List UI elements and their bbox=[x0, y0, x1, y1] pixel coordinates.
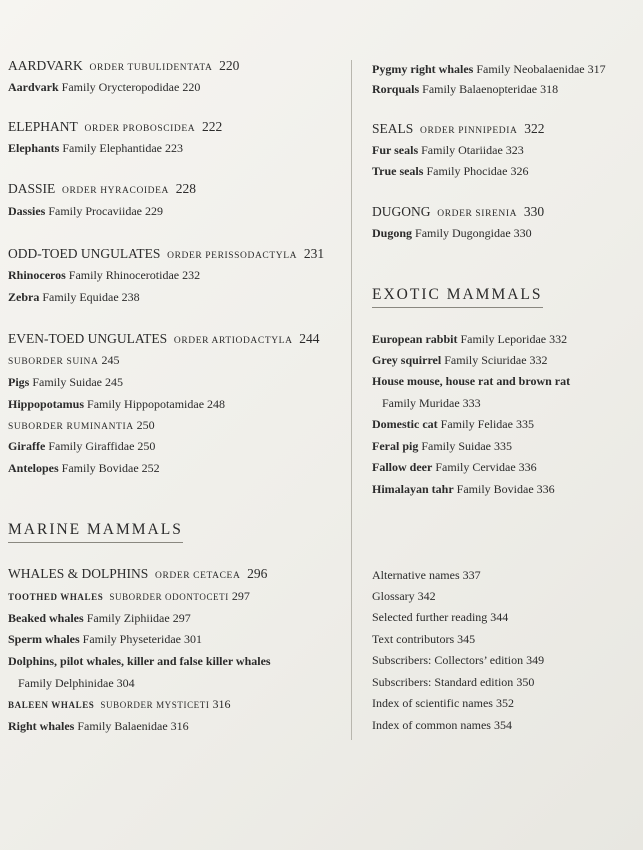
order-label: ORDER SIRENIA bbox=[437, 209, 518, 219]
toc-entry-dassies[interactable] bbox=[8, 204, 163, 218]
entry-name: Fur seals bbox=[372, 143, 419, 157]
page-number: 352 bbox=[495, 696, 514, 710]
entry-name: Beaked whales bbox=[8, 611, 84, 625]
toc-suborder-baleen[interactable] bbox=[8, 697, 230, 712]
family-label: Family Hippopotamidae bbox=[87, 397, 205, 411]
page-number: 349 bbox=[526, 653, 545, 667]
toc-entry-fallow-deer[interactable] bbox=[372, 460, 537, 474]
page-number: 245 bbox=[101, 353, 120, 367]
entry-name: Aardvark bbox=[8, 80, 59, 94]
toc-entry-beaked[interactable] bbox=[8, 611, 191, 625]
entry-name: Himalayan tahr bbox=[372, 482, 454, 496]
toc-order-whales[interactable] bbox=[8, 567, 267, 583]
page-number: 301 bbox=[184, 632, 202, 646]
order-name: DUGONG bbox=[372, 204, 431, 219]
page-number: 336 bbox=[536, 482, 555, 496]
entry-name: Antelopes bbox=[8, 461, 59, 475]
page-number: 229 bbox=[145, 204, 163, 218]
back-matter-label: Alternative names bbox=[372, 568, 460, 582]
suborder-label: SUBORDER ODONTOCETI bbox=[109, 592, 229, 602]
toc-back-matter[interactable] bbox=[372, 610, 508, 624]
toc-suborder-toothed[interactable] bbox=[8, 589, 250, 604]
page-number: 322 bbox=[524, 121, 545, 136]
page-number: 316 bbox=[170, 719, 189, 733]
toc-suborder-ruminantia[interactable] bbox=[8, 418, 155, 434]
family-label: Family Physeteridae bbox=[82, 632, 181, 646]
order-name: WHALES & DOLPHINS bbox=[8, 566, 149, 581]
order-name: ELEPHANT bbox=[8, 119, 78, 134]
entry-name: Feral pig bbox=[372, 439, 419, 453]
toc-order-elephant[interactable] bbox=[8, 120, 222, 136]
page-number: 342 bbox=[417, 589, 436, 603]
family-label: Family Elephantidae bbox=[62, 141, 162, 155]
family-label: Family Suidae bbox=[421, 439, 491, 453]
back-matter-label: Subscribers: Standard edition bbox=[372, 675, 514, 689]
toc-entry-antelopes[interactable] bbox=[8, 461, 160, 475]
family-label: Family Dugongidae bbox=[415, 226, 511, 240]
page-number: 231 bbox=[303, 246, 325, 261]
family-label: Family Bovidae bbox=[456, 482, 534, 496]
page-number: 252 bbox=[141, 461, 160, 475]
toc-back-matter[interactable] bbox=[372, 568, 481, 582]
toc-back-matter[interactable] bbox=[372, 632, 475, 646]
page-number: 335 bbox=[515, 417, 534, 431]
toc-entry-true-seals[interactable] bbox=[372, 164, 528, 178]
page-number: 318 bbox=[540, 82, 559, 96]
order-label: ORDER TUBULIDENTATA bbox=[89, 63, 213, 73]
page-number: 220 bbox=[219, 58, 240, 73]
family-label: Family Cervidae bbox=[435, 460, 516, 474]
back-matter-label: Glossary bbox=[372, 589, 415, 603]
entry-name: Fallow deer bbox=[372, 460, 433, 474]
back-matter-label: Text contributors bbox=[372, 632, 455, 646]
toc-entry-rorquals[interactable] bbox=[372, 82, 558, 96]
page-number: 332 bbox=[529, 353, 548, 367]
page-number: 232 bbox=[182, 268, 201, 282]
family-label: Family Equidae bbox=[42, 290, 119, 304]
toc-back-matter[interactable] bbox=[372, 675, 534, 689]
entry-name: Right whales bbox=[8, 719, 75, 733]
toc-entry-rhinoceros[interactable] bbox=[8, 268, 200, 282]
toc-entry-cat[interactable] bbox=[372, 417, 534, 431]
page-number: 245 bbox=[105, 375, 124, 389]
toc-entry-pygmy-right[interactable] bbox=[372, 62, 606, 76]
entry-name: Grey squirrel bbox=[372, 353, 442, 367]
section-heading-marine: MARINE MAMMALS bbox=[8, 521, 183, 543]
toc-entry-tahr[interactable] bbox=[372, 482, 555, 496]
order-name: DASSIE bbox=[8, 181, 56, 196]
family-label: Family Felidae bbox=[440, 417, 513, 431]
page-number: 330 bbox=[513, 226, 532, 240]
page-number: 335 bbox=[494, 439, 512, 453]
entry-name: Giraffe bbox=[8, 439, 46, 453]
entry-name: BALEEN WHALES bbox=[8, 700, 95, 710]
family-label: Family Giraffidae bbox=[48, 439, 135, 453]
page-number: 333 bbox=[462, 396, 481, 410]
back-matter-label: Index of common names bbox=[372, 718, 491, 732]
toc-entry-squirrel[interactable] bbox=[372, 353, 548, 367]
entry-name: European rabbit bbox=[372, 332, 458, 346]
toc-back-matter[interactable] bbox=[372, 696, 514, 710]
page-number: 297 bbox=[172, 611, 191, 625]
toc-entry-muridae[interactable] bbox=[372, 396, 481, 410]
toc-entry-dugong[interactable] bbox=[372, 226, 532, 240]
order-name: EVEN-TOED UNGULATES bbox=[8, 331, 168, 346]
family-label: Family Rhinocerotidae bbox=[68, 268, 180, 282]
order-label: ORDER PROBOSCIDEA bbox=[84, 124, 196, 134]
toc-entry-giraffe[interactable] bbox=[8, 439, 155, 453]
toc-entry-elephants[interactable] bbox=[8, 141, 183, 155]
page-number: 297 bbox=[231, 589, 250, 603]
page-number: 228 bbox=[175, 181, 196, 196]
toc-back-matter[interactable] bbox=[372, 653, 544, 667]
order-label: ORDER HYRACOIDEA bbox=[62, 186, 169, 196]
back-matter-label: Index of scientific names bbox=[372, 696, 493, 710]
page-number: 323 bbox=[505, 143, 524, 157]
toc-entry-fur-seals[interactable] bbox=[372, 143, 524, 157]
family-label: Family Balaenopteridae bbox=[422, 82, 538, 96]
back-matter-label: Selected further reading bbox=[372, 610, 488, 624]
column-divider bbox=[351, 60, 352, 740]
toc-entry-dolphins[interactable] bbox=[8, 654, 271, 668]
toc-order-seals[interactable] bbox=[372, 122, 545, 138]
order-label: ORDER CETACEA bbox=[155, 571, 241, 581]
toc-entry-rabbit[interactable] bbox=[372, 332, 567, 346]
family-label: Family Leporidae bbox=[460, 332, 547, 346]
toc-order-aardvark[interactable] bbox=[8, 59, 239, 75]
order-label: ORDER ARTIODACTYLA bbox=[173, 336, 293, 346]
toc-entry-feral-pig[interactable] bbox=[372, 439, 512, 453]
page-number: 248 bbox=[207, 397, 226, 411]
page-number: 238 bbox=[121, 290, 140, 304]
family-label: Family Procaviidae bbox=[48, 204, 142, 218]
toc-order-even-toed[interactable] bbox=[8, 332, 320, 348]
back-matter-label: Subscribers: Collectors’ edition bbox=[372, 653, 524, 667]
toc-order-dassie[interactable] bbox=[8, 182, 196, 198]
toc-entry-mouse[interactable] bbox=[372, 374, 570, 388]
page-number: 345 bbox=[457, 632, 476, 646]
family-label: Family Ziphiidae bbox=[86, 611, 170, 625]
page-number: 326 bbox=[510, 164, 529, 178]
page-number: 332 bbox=[549, 332, 568, 346]
page-number: 223 bbox=[165, 141, 183, 155]
page-number: 354 bbox=[493, 718, 512, 732]
page-number: 222 bbox=[202, 119, 223, 134]
page-number: 330 bbox=[523, 204, 545, 219]
family-label: Family Neobalaenidae bbox=[476, 62, 585, 76]
entry-name: TOOTHED WHALES bbox=[8, 592, 104, 602]
page-number: 350 bbox=[516, 675, 535, 689]
page-number: 250 bbox=[136, 418, 155, 432]
order-label: ORDER PINNIPEDIA bbox=[420, 126, 518, 136]
page-number: 296 bbox=[247, 566, 268, 581]
toc-entry-delphinidae[interactable] bbox=[8, 676, 135, 690]
toc-back-matter[interactable] bbox=[372, 718, 512, 732]
toc-entry-aardvark[interactable] bbox=[8, 80, 200, 94]
toc-entry-hippopotamus[interactable] bbox=[8, 397, 225, 411]
toc-entry-sperm[interactable] bbox=[8, 632, 202, 646]
entry-name: Sperm whales bbox=[8, 632, 80, 646]
entry-name: Hippopotamus bbox=[8, 397, 85, 411]
suborder-label: SUBORDER RUMINANTIA bbox=[8, 422, 134, 432]
page-number: 336 bbox=[518, 460, 537, 474]
toc-entry-right-whales[interactable] bbox=[8, 719, 189, 733]
page-number: 304 bbox=[116, 676, 135, 690]
entry-name: Elephants bbox=[8, 141, 60, 155]
page-number: 317 bbox=[587, 62, 606, 76]
page-number: 220 bbox=[182, 80, 201, 94]
page-number: 244 bbox=[299, 331, 320, 346]
family-label: Family Phocidae bbox=[426, 164, 508, 178]
page-number: 344 bbox=[490, 610, 509, 624]
entry-name: Dugong bbox=[372, 226, 413, 240]
entry-name: Dolphins, pilot whales, killer and false killer whales bbox=[8, 654, 271, 668]
entry-name: Rhinoceros bbox=[8, 268, 66, 282]
page-number: 250 bbox=[137, 439, 156, 453]
order-label: ORDER PERISSODACTYLA bbox=[167, 251, 298, 261]
order-name: AARDVARK bbox=[8, 58, 83, 73]
toc-back-matter[interactable] bbox=[372, 589, 436, 603]
family-label: Family Orycteropodidae bbox=[61, 80, 180, 94]
family-label: Family Suidae bbox=[32, 375, 103, 389]
family-label: Family Otariidae bbox=[421, 143, 503, 157]
family-label: Family Muridae bbox=[382, 396, 460, 410]
toc-entry-zebra[interactable] bbox=[8, 290, 140, 304]
toc-order-odd-toed[interactable] bbox=[8, 247, 324, 263]
entry-name: House mouse, house rat and brown rat bbox=[372, 374, 571, 388]
family-label: Family Bovidae bbox=[61, 461, 139, 475]
entry-name: Pigs bbox=[8, 375, 30, 389]
order-name: ODD-TOED UNGULATES bbox=[8, 246, 161, 261]
suborder-label: SUBORDER MYSTICETI bbox=[100, 700, 210, 710]
page-number: 337 bbox=[462, 568, 481, 582]
family-label: Family Sciuridae bbox=[444, 353, 527, 367]
entry-name: Zebra bbox=[8, 290, 40, 304]
toc-suborder-suina[interactable] bbox=[8, 353, 119, 369]
order-name: SEALS bbox=[372, 121, 414, 136]
entry-name: True seals bbox=[372, 164, 424, 178]
section-heading-exotic: EXOTIC MAMMALS bbox=[372, 286, 543, 308]
entry-name: Dassies bbox=[8, 204, 46, 218]
entry-name: Rorquals bbox=[372, 82, 420, 96]
page-number: 316 bbox=[212, 697, 231, 711]
entry-name: Domestic cat bbox=[372, 417, 438, 431]
family-label: Family Delphinidae bbox=[18, 676, 114, 690]
family-label: Family Balaenidae bbox=[77, 719, 168, 733]
toc-entry-pigs[interactable] bbox=[8, 375, 123, 389]
entry-name: Pygmy right whales bbox=[372, 62, 474, 76]
toc-order-dugong[interactable] bbox=[372, 205, 544, 221]
suborder-label: SUBORDER SUINA bbox=[8, 357, 99, 367]
